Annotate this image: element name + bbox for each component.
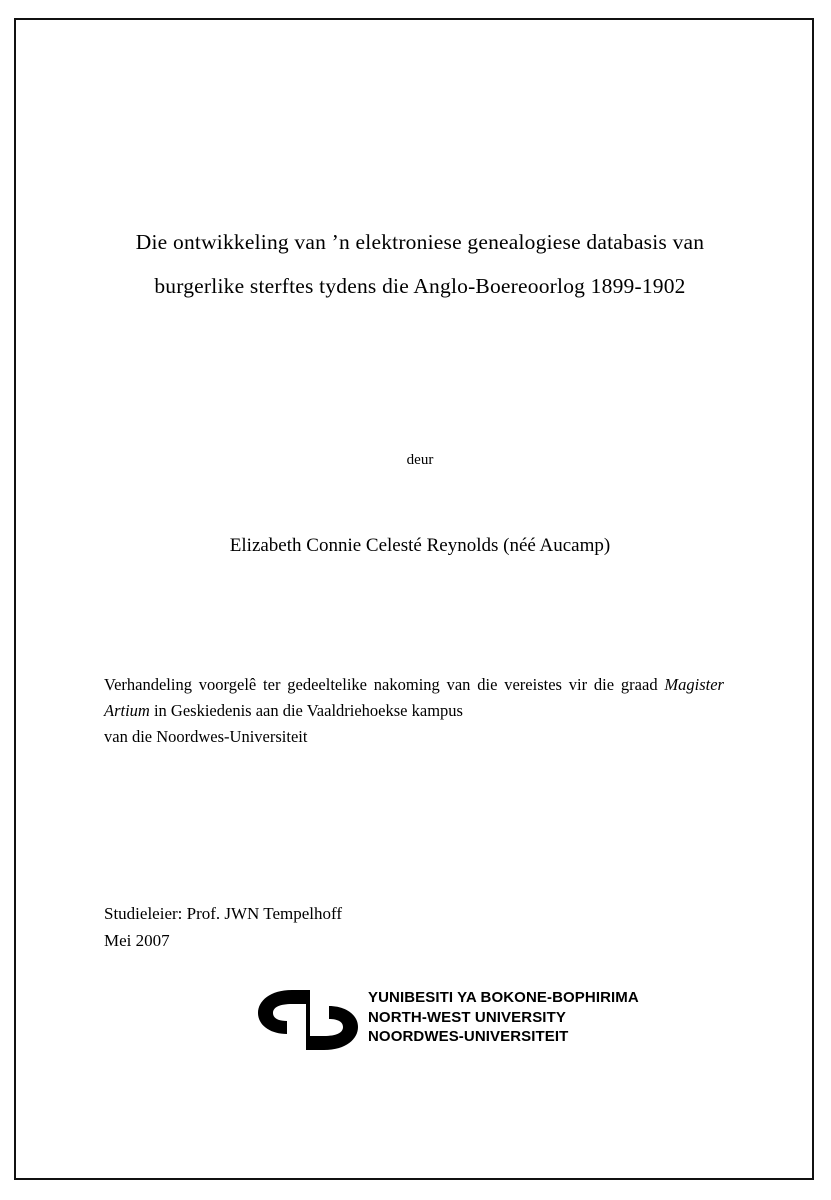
date-line: Mei 2007 [104,931,170,950]
logo-text-line-3: NOORDWES-UNIVERSITEIT [368,1028,569,1045]
nwu-logo-icon [254,986,362,1054]
page-title-line-1: Die ontwikkeling van ’n elektroniese genealogiese databasis van [135,230,705,254]
degree-statement [104,672,724,750]
degree-name-italic: Magister Artium [104,675,724,720]
degree-statement-line-2a: graad [620,675,665,694]
page-content [104,20,736,1178]
title-page [14,18,814,1180]
degree-statement-line-3: van die Noordwes-Universiteit [104,727,308,746]
page-title [104,220,736,308]
university-logo-text [368,988,639,1047]
university-logo [254,980,674,1060]
by-word: deur [406,452,434,468]
logo-text-line-1: YUNIBESITI YA BOKONE-BOPHIRIMA [368,989,639,1006]
logo-text-line-2: NORTH-WEST UNIVERSITY [368,1008,566,1026]
author-name: Elizabeth Connie Celesté Reynolds (néé Aucamp) [229,535,611,556]
degree-statement-line-2b: in Geskiedenis aan die Vaaldriehoekse kampus [149,701,463,720]
supervisor-line: Studieleier: Prof. JWN Tempelhoff [104,904,343,923]
page-title-line-2: burgerlike sterftes tydens die Anglo-Boereoorlog 1899-1902 [154,274,686,298]
degree-statement-line-1: Verhandeling voorgelê ter gedeeltelike nakoming van die vereistes vir die [104,675,615,694]
